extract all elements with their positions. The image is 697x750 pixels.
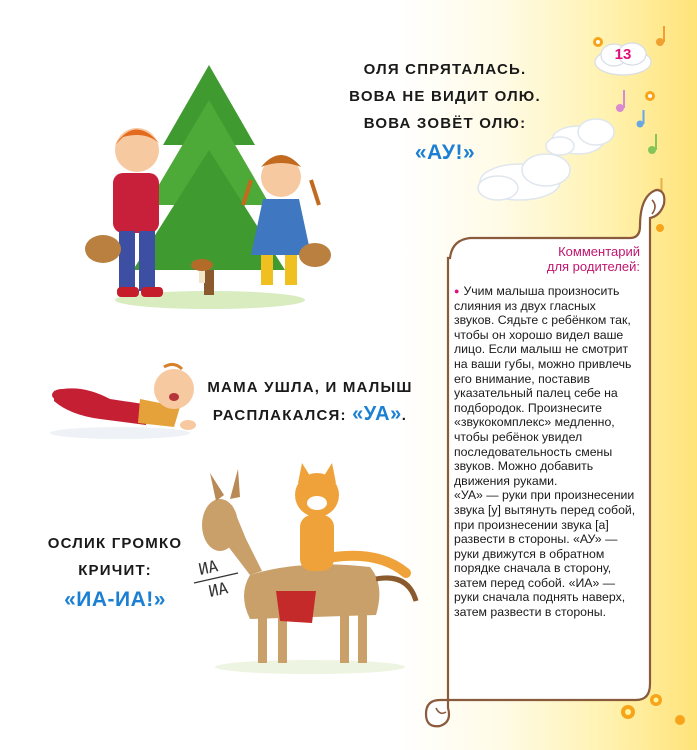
story-shout-ua: «УА»: [352, 403, 402, 425]
comment-body: [444, 284, 644, 620]
story-line: КРИЧИТ:: [78, 562, 152, 579]
story-line: ВОВА НЕ ВИДИТ ОЛЮ.: [349, 88, 541, 105]
donkey-bray-text-2: ИА: [206, 578, 230, 601]
donkey-bray-text-1: ИА: [196, 556, 220, 579]
comment-title-line: Комментарий: [558, 244, 640, 259]
story-line: МАМА УШЛА, И МАЛЫШ: [207, 379, 413, 396]
parent-comment: [444, 244, 644, 688]
comment-paragraph: ● Учим малыша произносить слияния из двух гласных звуков. Сядьте с ребёнком так, чтобы он хорошо видел ваше лицо. Если малыш не смотрит на ваши губы, можно привлечь его внимание, поставив указательный палец себе на подбородок. Произнесите «звукокомплекс» медленно, чтобы ребёнок увидел последовательность смены звуков. Можно добавить движения руками.: [454, 284, 638, 488]
comment-title-line: для родителей:: [546, 259, 640, 274]
story-line: ОЛЯ СПРЯТАЛАСЬ.: [363, 61, 527, 78]
story-line: ОСЛИК ГРОМКО: [47, 535, 183, 552]
page-number: 13: [614, 46, 632, 63]
story-line: РАСПЛАКАЛСЯ:: [212, 407, 347, 424]
story-shout-au: «АУ!»: [414, 141, 476, 164]
story-shout-ia: «ИА-ИА!»: [64, 588, 166, 611]
story-line: ВОВА ЗОВЁТ ОЛЮ:: [363, 115, 527, 132]
story-tail: .: [401, 407, 408, 424]
comment-paragraph: «УА» — руки при произнесении звука [у] вытянуть перед собой, при произнесении звука [а] развести в стороны. «АУ» — руки движутся в обратном порядке сначала в сторону, затем перед собой. «ИА» — руки сначала поднять наверх, затем развести в стороны.: [454, 488, 636, 620]
comment-title: [444, 244, 644, 274]
